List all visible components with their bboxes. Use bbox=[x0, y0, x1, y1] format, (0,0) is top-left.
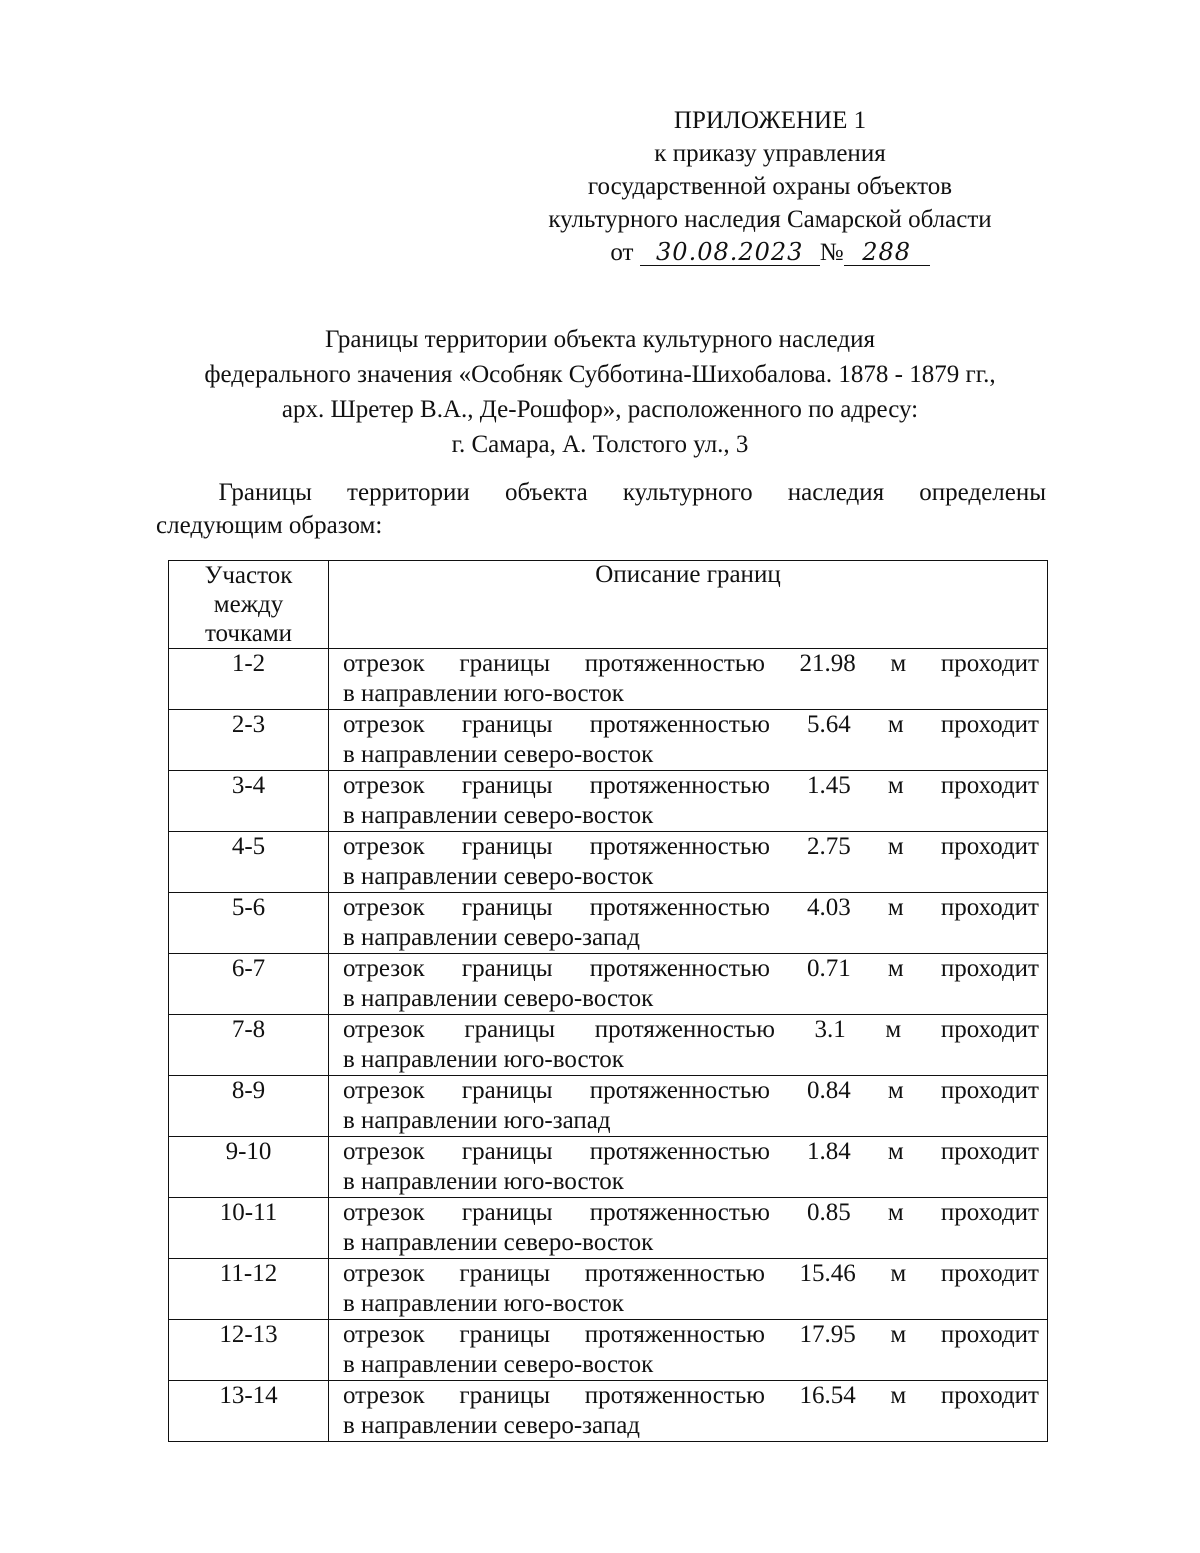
header-segment-line-3: точками bbox=[204, 620, 293, 647]
length-value: 1.84 bbox=[807, 1138, 851, 1165]
length-value: 0.84 bbox=[807, 1077, 851, 1104]
description-cell bbox=[329, 1015, 1048, 1076]
handwritten-number: 288 bbox=[862, 238, 912, 266]
order-date-field bbox=[640, 240, 820, 266]
segment-cell: 10-11 bbox=[169, 1198, 329, 1259]
table-row bbox=[169, 1076, 1048, 1137]
description-line-1 bbox=[343, 649, 1039, 679]
title-line-4: г. Самара, А. Толстого ул., 3 bbox=[451, 431, 749, 458]
direction-text: в направлении северо-восток bbox=[343, 863, 654, 890]
word-passes: проходит bbox=[940, 711, 1039, 738]
table-row bbox=[169, 1198, 1048, 1259]
title-line-2: федерального значения «Особняк Субботина-Шихобалова. 1878 - 1879 гг., bbox=[204, 361, 996, 388]
length-value: 16.54 bbox=[799, 1382, 856, 1409]
description-line-1 bbox=[343, 1198, 1039, 1228]
segment-cell: 7-8 bbox=[169, 1015, 329, 1076]
table-row bbox=[169, 710, 1048, 771]
word-length-label: протяженностью bbox=[589, 833, 770, 860]
description-cell bbox=[329, 710, 1048, 771]
number-label: № bbox=[819, 239, 844, 266]
handwritten-date: 30.08.2023 bbox=[656, 238, 804, 266]
word-segment: отрезок bbox=[343, 833, 425, 860]
description-cell bbox=[329, 649, 1048, 710]
length-unit: м bbox=[890, 1321, 907, 1348]
segment-cell: 9-10 bbox=[169, 1137, 329, 1198]
description-line-1 bbox=[343, 1320, 1039, 1350]
header-line-3: культурного наследия Самарской области bbox=[548, 206, 992, 233]
word-segment: отрезок bbox=[343, 894, 425, 921]
word-passes: проходит bbox=[940, 1382, 1039, 1409]
length-unit: м bbox=[890, 650, 907, 677]
description-cell bbox=[329, 1198, 1048, 1259]
direction-text: в направлении юго-восток bbox=[343, 1290, 624, 1317]
word-segment: отрезок bbox=[343, 1382, 425, 1409]
table-row bbox=[169, 893, 1048, 954]
segment-cell: 4-5 bbox=[169, 832, 329, 893]
length-value: 0.85 bbox=[807, 1199, 851, 1226]
word-boundary: границы bbox=[461, 955, 553, 982]
direction-text: в направлении северо-восток bbox=[343, 741, 654, 768]
length-value: 15.46 bbox=[799, 1260, 856, 1287]
direction-text: в направлении юго-восток bbox=[343, 1046, 624, 1073]
direction-text: в направлении юго-восток bbox=[343, 1168, 624, 1195]
word-boundary: границы bbox=[461, 1077, 553, 1104]
length-unit: м bbox=[887, 1138, 904, 1165]
table-row bbox=[169, 1137, 1048, 1198]
word-passes: проходит bbox=[940, 894, 1039, 921]
length-unit: м bbox=[890, 1260, 907, 1287]
word-segment: отрезок bbox=[343, 1199, 425, 1226]
length-value: 4.03 bbox=[807, 894, 851, 921]
header-segment-cell bbox=[169, 561, 329, 649]
word-passes: проходит bbox=[940, 1077, 1039, 1104]
from-label: от bbox=[610, 239, 634, 266]
header-description-cell: Описание границ bbox=[329, 561, 1048, 649]
description-cell bbox=[329, 1137, 1048, 1198]
word-boundary: границы bbox=[461, 772, 553, 799]
description-line-1 bbox=[343, 1259, 1039, 1289]
description-line-1 bbox=[343, 1137, 1039, 1167]
word-length-label: протяженностью bbox=[589, 894, 770, 921]
table-body bbox=[169, 649, 1048, 1442]
word-segment: отрезок bbox=[343, 1321, 425, 1348]
intro-text-1: Границы территории объекта культурного наследия определены bbox=[218, 479, 1046, 506]
word-boundary: границы bbox=[459, 1382, 551, 1409]
length-unit: м bbox=[887, 1199, 904, 1226]
header-line-2: государственной охраны объектов bbox=[587, 173, 953, 200]
description-line-1 bbox=[343, 832, 1039, 862]
word-boundary: границы bbox=[461, 1138, 553, 1165]
direction-text: в направлении юго-запад bbox=[343, 1107, 611, 1134]
description-cell bbox=[329, 954, 1048, 1015]
header-line-1: к приказу управления bbox=[654, 140, 886, 167]
length-value: 17.95 bbox=[799, 1321, 856, 1348]
word-passes: проходит bbox=[940, 1016, 1039, 1043]
direction-text: в направлении северо-восток bbox=[343, 985, 654, 1012]
word-segment: отрезок bbox=[343, 1077, 425, 1104]
word-length-label: протяженностью bbox=[584, 1382, 765, 1409]
segment-cell: 11-12 bbox=[169, 1259, 329, 1320]
length-value: 0.71 bbox=[807, 955, 851, 982]
table-header-row bbox=[169, 561, 1048, 649]
segment-cell: 3-4 bbox=[169, 771, 329, 832]
appendix-title: ПРИЛОЖЕНИЕ 1 bbox=[673, 107, 867, 134]
word-boundary: границы bbox=[459, 650, 551, 677]
length-unit: м bbox=[887, 833, 904, 860]
length-value: 5.64 bbox=[807, 711, 851, 738]
description-line-1 bbox=[343, 1015, 1039, 1045]
word-length-label: протяженностью bbox=[589, 955, 770, 982]
length-value: 1.45 bbox=[807, 772, 851, 799]
length-unit: м bbox=[890, 1382, 907, 1409]
table-row bbox=[169, 649, 1048, 710]
word-segment: отрезок bbox=[343, 1138, 425, 1165]
document-title bbox=[100, 322, 1100, 462]
length-unit: м bbox=[885, 1016, 902, 1043]
description-cell bbox=[329, 832, 1048, 893]
word-boundary: границы bbox=[461, 1199, 553, 1226]
order-number-field bbox=[844, 240, 930, 266]
word-passes: проходит bbox=[940, 650, 1039, 677]
word-segment: отрезок bbox=[343, 1260, 425, 1287]
direction-text: в направлении северо-восток bbox=[343, 1351, 654, 1378]
table-row bbox=[169, 771, 1048, 832]
word-passes: проходит bbox=[940, 1321, 1039, 1348]
direction-text: в направлении юго-восток bbox=[343, 680, 624, 707]
table-row bbox=[169, 1381, 1048, 1442]
title-line-1: Границы территории объекта культурного наследия bbox=[324, 326, 876, 353]
direction-text: в направлении северо-запад bbox=[343, 1412, 641, 1439]
intro-paragraph-line-1 bbox=[156, 476, 1046, 509]
direction-text: в направлении северо-восток bbox=[343, 1229, 654, 1256]
word-length-label: протяженностью bbox=[589, 1077, 770, 1104]
description-cell bbox=[329, 1076, 1048, 1137]
title-line-3: арх. Шретер В.А., Де-Рошфор», расположенного по адресу: bbox=[281, 396, 919, 423]
header-segment-line-2: между bbox=[213, 591, 284, 618]
direction-text: в направлении северо-восток bbox=[343, 802, 654, 829]
length-unit: м bbox=[887, 955, 904, 982]
segment-cell: 6-7 bbox=[169, 954, 329, 1015]
word-length-label: протяженностью bbox=[589, 711, 770, 738]
boundaries-table bbox=[168, 560, 1048, 1442]
segment-cell: 5-6 bbox=[169, 893, 329, 954]
order-date-line bbox=[530, 236, 1010, 269]
segment-cell: 8-9 bbox=[169, 1076, 329, 1137]
description-line-1 bbox=[343, 710, 1039, 740]
length-value: 21.98 bbox=[799, 650, 856, 677]
header-segment-line-1: Участок bbox=[204, 562, 293, 589]
word-passes: проходит bbox=[940, 1138, 1039, 1165]
description-line-1 bbox=[343, 1076, 1039, 1106]
word-boundary: границы bbox=[459, 1321, 551, 1348]
word-boundary: границы bbox=[464, 1016, 556, 1043]
description-cell bbox=[329, 1259, 1048, 1320]
description-line-1 bbox=[343, 893, 1039, 923]
description-line-1 bbox=[343, 954, 1039, 984]
length-unit: м bbox=[887, 772, 904, 799]
word-segment: отрезок bbox=[343, 772, 425, 799]
word-segment: отрезок bbox=[343, 711, 425, 738]
table-row bbox=[169, 954, 1048, 1015]
direction-text: в направлении северо-запад bbox=[343, 924, 641, 951]
word-boundary: границы bbox=[461, 833, 553, 860]
intro-paragraph-line-2: следующим образом: bbox=[156, 512, 383, 539]
description-cell bbox=[329, 1381, 1048, 1442]
description-cell bbox=[329, 893, 1048, 954]
table-row bbox=[169, 1259, 1048, 1320]
length-value: 2.75 bbox=[807, 833, 851, 860]
word-boundary: границы bbox=[461, 711, 553, 738]
segment-cell: 13-14 bbox=[169, 1381, 329, 1442]
word-length-label: протяженностью bbox=[589, 772, 770, 799]
length-unit: м bbox=[887, 894, 904, 921]
segment-cell: 2-3 bbox=[169, 710, 329, 771]
table-row bbox=[169, 1015, 1048, 1076]
length-unit: м bbox=[887, 1077, 904, 1104]
length-value: 3.1 bbox=[814, 1016, 846, 1043]
description-cell bbox=[329, 1320, 1048, 1381]
table-row bbox=[169, 832, 1048, 893]
word-passes: проходит bbox=[940, 772, 1039, 799]
word-passes: проходит bbox=[940, 1260, 1039, 1287]
length-unit: м bbox=[887, 711, 904, 738]
word-length-label: протяженностью bbox=[584, 1321, 765, 1348]
appendix-header bbox=[530, 104, 1010, 269]
table-row bbox=[169, 1320, 1048, 1381]
word-segment: отрезок bbox=[343, 650, 425, 677]
description-cell bbox=[329, 771, 1048, 832]
word-length-label: протяженностью bbox=[584, 650, 765, 677]
word-passes: проходит bbox=[940, 955, 1039, 982]
word-length-label: протяженностью bbox=[584, 1260, 765, 1287]
segment-cell: 1-2 bbox=[169, 649, 329, 710]
word-segment: отрезок bbox=[343, 1016, 425, 1043]
word-passes: проходит bbox=[940, 1199, 1039, 1226]
word-length-label: протяженностью bbox=[589, 1138, 770, 1165]
description-line-1 bbox=[343, 1381, 1039, 1411]
word-length-label: протяженностью bbox=[589, 1199, 770, 1226]
description-line-1 bbox=[343, 771, 1039, 801]
word-segment: отрезок bbox=[343, 955, 425, 982]
segment-cell: 12-13 bbox=[169, 1320, 329, 1381]
word-passes: проходит bbox=[940, 833, 1039, 860]
word-boundary: границы bbox=[461, 894, 553, 921]
word-length-label: протяженностью bbox=[594, 1016, 775, 1043]
word-boundary: границы bbox=[459, 1260, 551, 1287]
